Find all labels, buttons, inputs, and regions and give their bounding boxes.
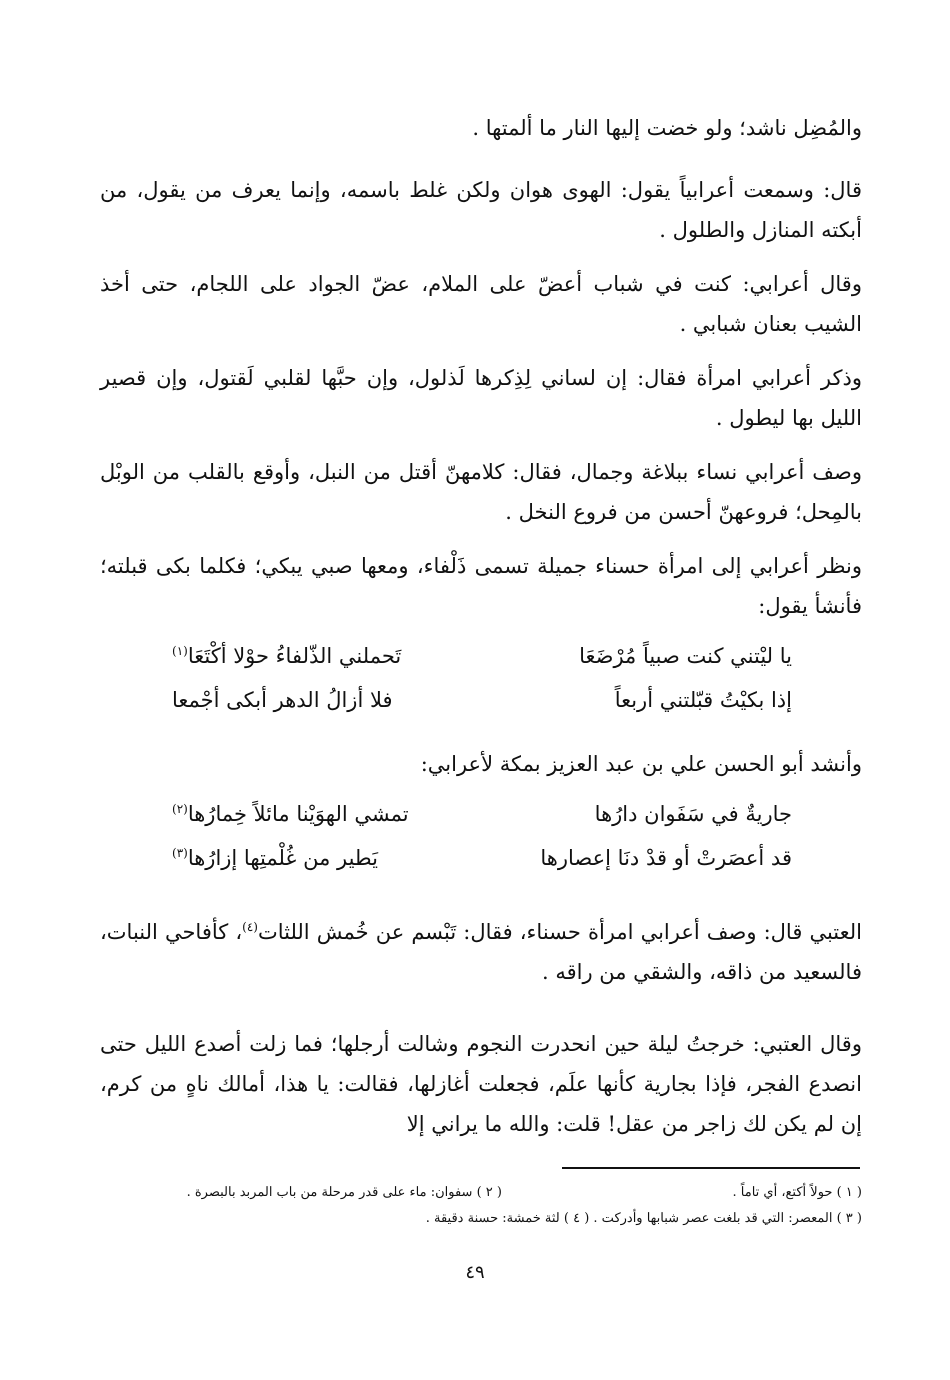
paragraph-6: ونظر أعرابي إلى امرأة حسناء جميلة تسمى ذَلْفاء، ومعها صبي يبكي؛ فكلما بكى قبلته؛ فأنشأ يقول: bbox=[100, 554, 862, 618]
verse-line bbox=[172, 634, 792, 678]
verse-first-hemistich: إذا بكيْتُ قبّلتني أربعاً bbox=[614, 688, 792, 712]
footnote-ref-1: (١) bbox=[172, 644, 188, 658]
footnote-ref-3: (٣) bbox=[172, 846, 188, 860]
paragraph-utbi-2: وقال العتبي: خرجتُ ليلة حين انحدرت النجوم وشالت أرجلها؛ فما زلت أصدع الليل حتى انصدع الفجر، فإذا بجارية كأنها علَم، فجعلت أغازلها، فقالت: يا هذا، أمالك ناهٍ من كرم، إن لم يكن لك زاجر من عقل! قلت: والله ما يراني إلا bbox=[100, 1032, 862, 1136]
verse-second-hemistich: تَحملني الذّلفاءُ حوْلا أكْتَعَا$^{(١)}$ bbox=[172, 644, 402, 668]
footnote-ref-2: (٢) bbox=[172, 802, 188, 816]
footnote-3: ( ٣ ) المعصر: التي قد بلغت عصر شبابها وأدركت . ( ٤ ) لثة خمشة: حسنة دقيقة . bbox=[425, 1211, 862, 1226]
verse-first-hemistich: قد أعصَرتْ أو قدْ دنَا إعصارها bbox=[540, 846, 792, 870]
verse-first-hemistich: جاريةٌ في سَفَوان دارُها bbox=[594, 802, 792, 826]
verse-second-hemistich: تمشي الهوَيْنا مائلاً خِمارُها$^{(٢)}$ bbox=[172, 802, 409, 826]
poem-intro: وأنشد أبو الحسن علي بن عبد العزيز بمكة لأعرابي: bbox=[420, 752, 862, 776]
paragraph-utbi-1: العتبي قال: وصف أعرابي امرأة حسناء، فقال: تَبْسم عن خُمش اللثات$^{(٤)}$، كأفاحي النبات، فالسعيد من ذاقه، والشقي من راقه . bbox=[100, 920, 862, 984]
paragraph-4: وذكر أعرابي امرأة فقال: إن لساني لِذِكرها لَذلول، وإن حبَّها لقلبي لَقتول، وإن قصير الليل بها ليطول . bbox=[100, 366, 862, 430]
verse-second-hemistich: يَطير من غُلْمتِها إزارُها$^{(٣)}$ bbox=[172, 846, 378, 870]
footnote-2: ( ٢ ) سفوان: ماء على قدر مرحلة من باب المربد بالبصرة . bbox=[186, 1185, 502, 1200]
footnotes bbox=[100, 1180, 862, 1232]
footnote-ref-4: (٤) bbox=[242, 920, 258, 934]
verse-line bbox=[172, 836, 792, 880]
paragraph-3: وقال أعرابي: كنت في شباب أعضّ على الملام، عضّ الجواد على اللجام، حتى أخذ الشيب بعنان شبابي . bbox=[100, 272, 862, 336]
page-number: ٤٩ bbox=[465, 1262, 485, 1283]
verse-line bbox=[172, 678, 792, 722]
footnote-divider bbox=[562, 1167, 860, 1169]
paragraph-1: والمُضِل ناشد؛ ولو خضت إليها النار ما ألمتها . bbox=[472, 116, 862, 140]
verse-first-hemistich: يا ليْتني كنت صبياً مُرْضَعَا bbox=[579, 644, 792, 668]
verse-second-hemistich: فلا أزالُ الدهر أبكى أجْمعا bbox=[172, 688, 393, 712]
page-body bbox=[100, 108, 862, 1144]
poem-safawan bbox=[172, 792, 792, 880]
poem-dhalfa bbox=[172, 634, 792, 722]
verse-line bbox=[172, 792, 792, 836]
paragraph-2: قال: وسمعت أعرابياً يقول: الهوى هوان ولكن غلط باسمه، وإنما يعرف من يقول، من أبكته المنازل والطلول . bbox=[100, 178, 862, 242]
footnote-row bbox=[100, 1180, 862, 1206]
footnote-1: ( ١ ) حولاً أكتع، أي تاماً . bbox=[732, 1185, 862, 1200]
paragraph-5: وصف أعرابي نساء ببلاغة وجمال، فقال: كلامهنّ أقتل من النبل، وأوقع بالقلب من الوبْل بالمِحل؛ فروعهنّ أحسن من فروع النخل . bbox=[100, 460, 862, 524]
